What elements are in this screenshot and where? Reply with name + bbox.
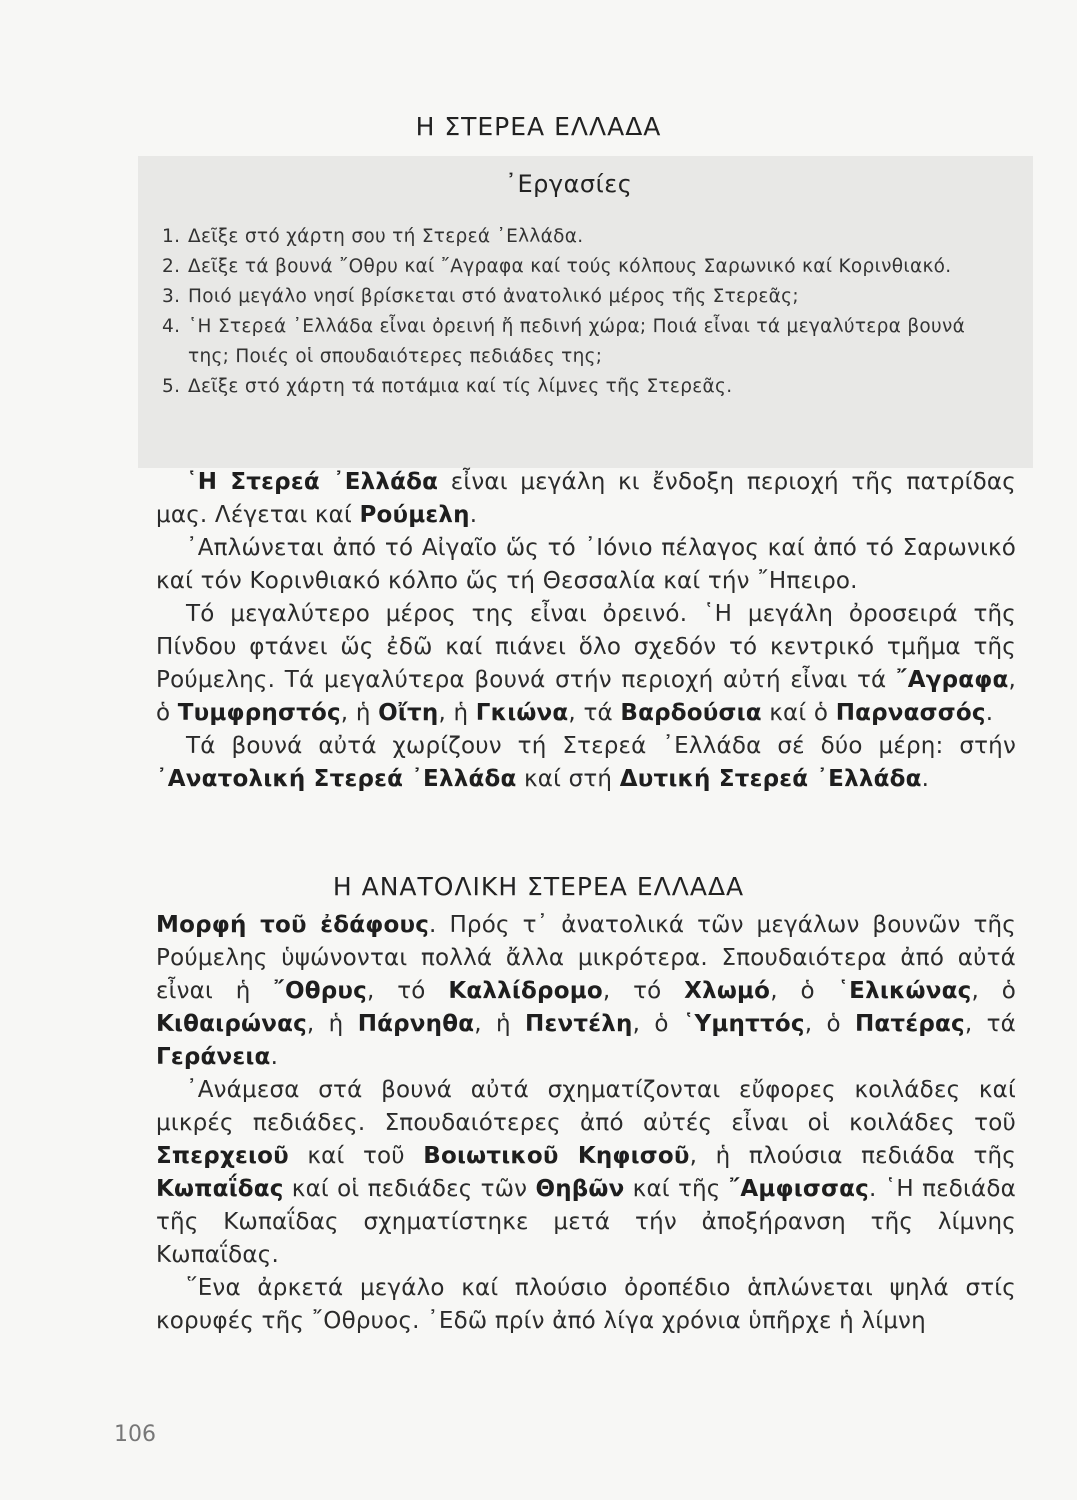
exercises-heading: ᾿Εργασίες [505, 170, 633, 198]
paragraph [156, 730, 1016, 796]
paragraph [156, 466, 1016, 532]
text-run: καί τῆς [624, 1176, 729, 1202]
text-run: , ἡ πλούσια πεδιάδα τῆς [689, 1143, 1017, 1169]
paragraph [156, 909, 1016, 1074]
bold-term: ῾Υμηττός [682, 1011, 805, 1037]
exercise-item [162, 222, 982, 252]
bold-term: Κωπαΐδας [156, 1176, 284, 1202]
exercise-number: 3. [162, 286, 181, 307]
exercise-item [162, 312, 982, 372]
bold-term: Κιθαιρώνας [156, 1011, 307, 1037]
text-run: , ὁ [632, 1011, 683, 1037]
exercise-number: 4. [162, 316, 181, 337]
text-run: . [469, 502, 478, 528]
paragraph [156, 1074, 1016, 1272]
bold-term: Μορφή τοῦ ἐδάφους [156, 912, 430, 938]
text-run: καί στή [516, 766, 620, 792]
text-run: . [921, 766, 930, 792]
text-run: , τό [366, 978, 449, 1004]
bold-term: Χλωμό [684, 978, 771, 1004]
text-run: καί τοῦ [288, 1143, 424, 1169]
exercise-item [162, 282, 982, 312]
bold-term: Σπερχειοῦ [156, 1143, 289, 1169]
text-run: καί ὁ [761, 700, 836, 726]
text-run: καί οἱ πεδιάδες τῶν [283, 1176, 536, 1202]
exercise-text: Δεῖξε στό χάρτη σου τή Στερεά ᾿Ελλάδα. [188, 226, 584, 247]
text-run: , ὁ [971, 978, 1016, 1004]
bold-term: ᾿Ανατολική Στερεά ᾿Ελλάδα [156, 766, 517, 792]
text-run: Τά βουνά αὐτά χωρίζουν τή Στερεά ᾿Ελλάδα σέ δύο μέρη: στήν [186, 733, 1016, 759]
text-run: , τά [568, 700, 621, 726]
text-run: . ῾Η πεδιάδα τῆς Κωπαΐδας σχηματίστηκε μετά τήν ἀποξήρανση τῆς λίμνης Κωπαΐδας. [156, 1176, 1017, 1268]
page-number: 106 [114, 1422, 156, 1447]
bold-term: Καλλίδρομο [448, 978, 603, 1004]
bold-term: ῾Η Στερεά ᾿Ελλάδα [186, 469, 439, 495]
exercise-number: 5. [162, 376, 181, 397]
bold-term: Ρούμελη [359, 502, 470, 528]
text-run: . Πρός τ᾿ ἀνατολικά τῶν μεγάλων βουνῶν τῆς Ρούμελης ὑψώνονται πολλά ἄλλα μικρότερα. Σπουδαιότερα ἀπό αὐτά εἶναι ἡ [156, 912, 1016, 1004]
text-run: εἶναι μεγάλη κι ἔνδοξη περιοχή τῆς πατρίδας μας. Λέγεται καί [156, 469, 1016, 528]
text-run: , ὁ [804, 1011, 855, 1037]
bold-term: Παρνασσός [835, 700, 986, 726]
text-run: , ἡ [306, 1011, 358, 1037]
page-title: Η ΣΤΕΡΕΑ ΕΛΛΑΔΑ [415, 112, 662, 141]
bold-term: Πεντέλη [525, 1011, 633, 1037]
bold-term: Θηβῶν [535, 1176, 625, 1202]
text-run: ᾿Ανάμεσα στά βουνά αὐτά σχηματίζονται εὔφορες κοιλάδες καί μικρές πεδιάδες. Σπουδαιότερες ἀπό αὐτές εἶναι οἱ κοιλάδες τοῦ [156, 1077, 1016, 1136]
text-run: Τό μεγαλύτερο μέρος της εἶναι ὀρεινό. ῾Η μεγάλη ὀροσειρά τῆς Πίνδου φτάνει ὥς ἐδῶ καί πιάνει ὅλο σχεδόν τό κεντρικό τμῆμα τῆς Ρούμελης. Τά μεγαλύτερα βουνά στήν περιοχή αὐτή εἶναι τά [156, 601, 1016, 693]
text-run: , ἡ [438, 700, 476, 726]
exercise-item [162, 372, 982, 402]
text-run: , ὁ [770, 978, 838, 1004]
bold-term: Δυτική Στερεά ᾿Ελλάδα [619, 766, 922, 792]
exercise-number: 1. [162, 226, 181, 247]
bold-term: ῎Οθρυς [273, 978, 367, 1004]
text-run: . [985, 700, 994, 726]
exercises-list [162, 222, 982, 402]
bold-term: Βαρδούσια [620, 700, 762, 726]
bold-term: Γεράνεια [156, 1044, 271, 1070]
bold-term: Οἴτη [378, 700, 439, 726]
bold-term: ῾Ελικώνας [837, 978, 972, 1004]
bold-term: Βοιωτικοῦ Κηφισοῦ [423, 1143, 690, 1169]
bold-term: Τυμφρηστός [177, 700, 341, 726]
bold-term: Πάρνηθα [357, 1011, 475, 1037]
section-2-body [156, 909, 1016, 1338]
paragraph: ᾿Απλώνεται ἀπό τό Αἰγαῖο ὥς τό ᾿Ιόνιο πέλαγος καί ἀπό τό Σαρωνικό καί τόν Κορινθιακό κόλπο ὥς τή Θεσσαλία καί τήν ῎Ηπειρο. [156, 535, 1016, 594]
bold-term: ῎Αγραφα [896, 667, 1009, 693]
text-run: , τά [964, 1011, 1016, 1037]
exercise-number: 2. [162, 256, 181, 277]
bold-term: ῎Αμφισσας [728, 1176, 869, 1202]
section-heading: Η ΑΝΑΤΟΛΙΚΗ ΣΤΕΡΕΑ ΕΛΛΑΔΑ [332, 872, 745, 901]
exercise-item [162, 252, 982, 282]
text-run: , ὁ [156, 667, 1016, 726]
section-1-body [156, 466, 1016, 796]
exercise-text: ῾Η Στερεά ᾿Ελλάδα εἶναι ὀρεινή ἤ πεδινή χώρα; Ποιά εἶναι τά μεγαλύτερα βουνά της; Ποιές οἱ σπουδαιότερες πεδιάδες της; [188, 316, 966, 367]
exercise-text: Δεῖξε στό χάρτη τά ποτάμια καί τίς λίμνες τῆς Στερεᾶς. [188, 376, 733, 397]
paragraph: ῞Ενα ἀρκετά μεγάλο καί πλούσιο ὀροπέδιο ἁπλώνεται ψηλά στίς κορυφές τῆς ῎Οθρυος. ᾿Εδῶ πρίν ἀπό λίγα χρόνια ὑπῆρχε ἡ λίμνη [156, 1275, 1016, 1334]
text-run: , τό [602, 978, 685, 1004]
exercise-text: Δεῖξε τά βουνά ῎Οθρυ καί ῎Αγραφα καί τούς κόλπους Σαρωνικό καί Κορινθιακό. [188, 256, 952, 277]
text-run: , ἡ [474, 1011, 526, 1037]
bold-term: Πατέρας [854, 1011, 965, 1037]
paragraph [156, 598, 1016, 730]
bold-term: Γκιώνα [475, 700, 569, 726]
text-run: , ἡ [340, 700, 379, 726]
exercise-text: Ποιό μεγάλο νησί βρίσκεται στό ἀνατολικό μέρος τῆς Στερεᾶς; [188, 286, 799, 307]
text-run: . [270, 1044, 279, 1070]
